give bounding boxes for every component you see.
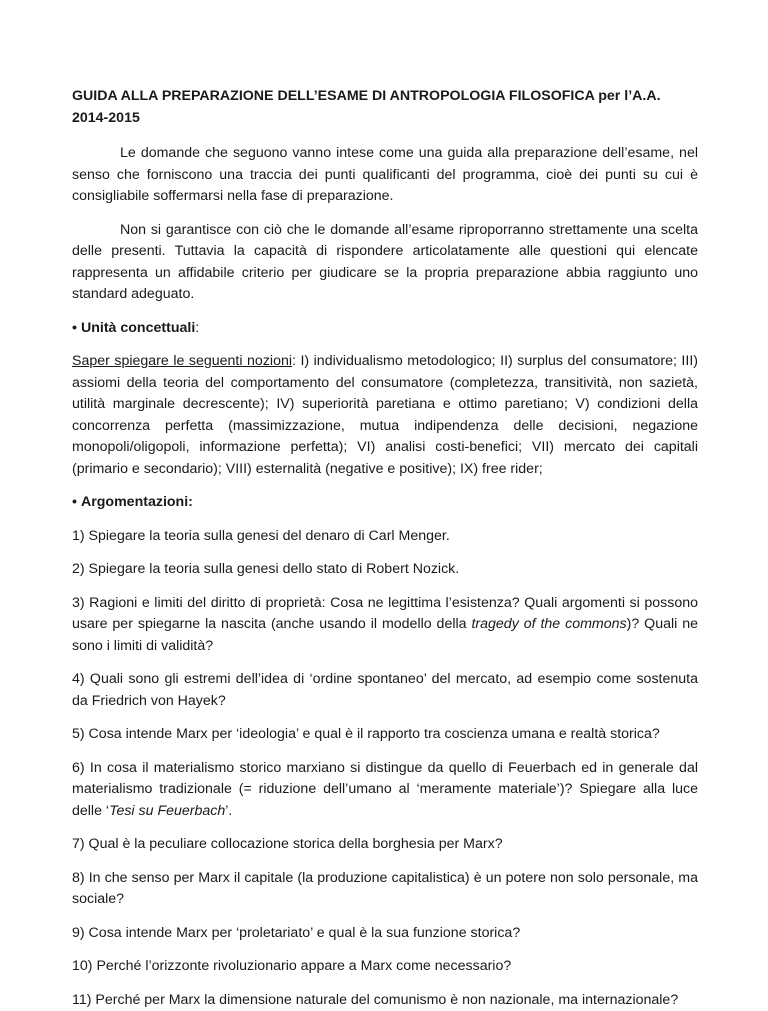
question-2: 2) Spiegare la teoria sulla genesi dello stato di Robert Nozick. — [72, 559, 698, 581]
concepts-heading-colon: : — [195, 320, 199, 336]
question-1: 1) Spiegare la teoria sulla genesi del denaro di Carl Menger. — [72, 526, 698, 548]
question-3 — [72, 593, 698, 658]
concepts-lead: Saper spiegare le seguenti nozioni — [72, 353, 292, 369]
intro-paragraph-2: Non si garantisce con ciò che le domande all’esame riproporranno strettamente una scelta delle presenti. Tuttavia la capacità di rispondere articolatamente alle questioni qui elencate rappresenta un affidabile criterio per giudicare se la propria preparazione abbia raggiunto uno standard adeguato. — [72, 220, 698, 306]
question-6-italic: Tesi su Feuerbach — [109, 803, 225, 819]
question-6-part-b: ’. — [225, 803, 232, 819]
arguments-heading: Argomentazioni: — [81, 494, 193, 510]
concepts-heading: Unità concettuali — [81, 320, 195, 336]
question-11: 11) Perché per Marx la dimensione naturale del comunismo è non nazionale, ma internazionale? — [72, 990, 698, 1011]
question-8: 8) In che senso per Marx il capitale (la produzione capitalistica) è un potere non solo personale, ma sociale? — [72, 868, 698, 911]
concepts-text: : I) individualismo metodologico; II) surplus del consumatore; III) assiomi della teoria del comportamento del consumatore (completezza, transitività, non sazietà, utilità marginale decrescente); IV) superiorità paretiana e ottimo paretiano; V) condizioni della concorrenza perfetta (massimizzazione, mutua indipendenza delle decisioni, negazione monopoli/oligopoli, informazione perfetta); VI) analisi costi-benefici; VII) mercato dei capitali (primario e secondario); VIII) esternalità (negative e positive); IX) free rider; — [72, 353, 698, 477]
question-3-part-b: )? Quali ne sono i limiti di validità? — [72, 616, 698, 654]
question-7: 7) Qual è la peculiare collocazione storica della borghesia per Marx? — [72, 834, 698, 856]
question-4: 4) Quali sono gli estremi dell’idea di ‘ordine spontaneo’ del mercato, ad esempio come sostenuta da Friedrich von Hayek? — [72, 669, 698, 712]
section-heading-concepts — [72, 318, 698, 340]
concepts-paragraph — [72, 351, 698, 480]
question-3-italic: tragedy of the commons — [471, 616, 626, 632]
question-10: 10) Perché l’orizzonte rivoluzionario appare a Marx come necessario? — [72, 956, 698, 978]
question-6-part-a: 6) In cosa il materialismo storico marxiano si distingue da quello di Feuerbach ed in generale dal materialismo tradizionale (= riduzione dell’umano al ‘meramente materiale’)? Spiegare alla luce delle ‘ — [72, 760, 698, 819]
question-6 — [72, 758, 698, 823]
question-5: 5) Cosa intende Marx per ‘ideologia’ e qual è il rapporto tra coscienza umana e realtà storica? — [72, 724, 698, 746]
question-3-part-a: 3) Ragioni e limiti del diritto di proprietà: Cosa ne legittima l’esistenza? Quali argomenti si possono usare per spiegarne la nascita (anche usando il modello della — [72, 595, 698, 633]
intro-paragraph-1: Le domande che seguono vanno intese come una guida alla preparazione dell’esame, nel senso che forniscono una traccia dei punti qualificanti del programma, cioè dei punti su cui è consigliabile soffermarsi nella fase di preparazione. — [72, 143, 698, 208]
section-heading-arguments — [72, 492, 698, 514]
page-title: GUIDA ALLA PREPARAZIONE DELL’ESAME DI ANTROPOLOGIA FILOSOFICA per l’A.A. 2014-2015 — [72, 86, 698, 129]
question-9: 9) Cosa intende Marx per ‘proletariato’ e qual è la sua funzione storica? — [72, 923, 698, 945]
